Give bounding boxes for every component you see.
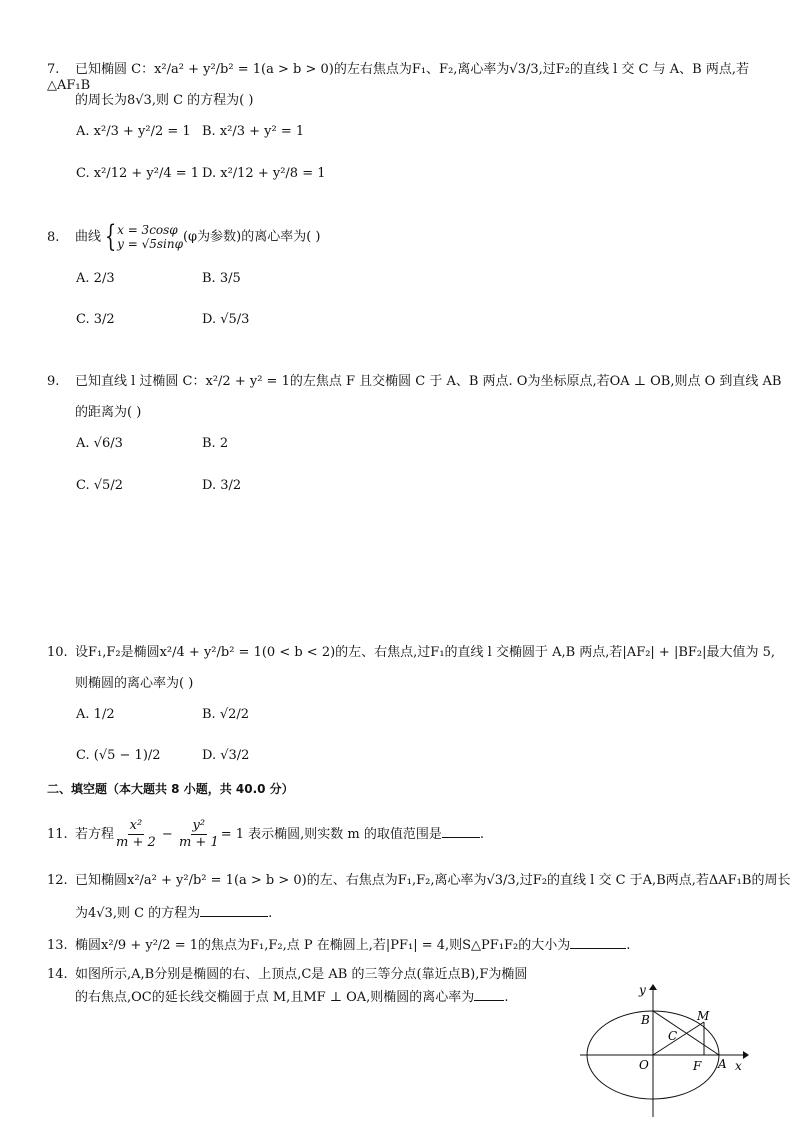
- question-number: 13.: [47, 938, 68, 953]
- question-7-cont: [75, 93, 253, 109]
- label-y: y: [639, 983, 646, 997]
- label-a: A: [718, 1057, 727, 1071]
- option-a[interactable]: A. x²/3 + y²/2 = 1: [76, 124, 191, 139]
- question-13: 13. 椭圆x²/9 + y²/2 = 1的焦点为F₁,F₂,点 P 在椭圆上,若|PF₁| = 4,则S△PF₁F₂的大小为 .: [47, 938, 631, 953]
- question-10-line2: 则椭圆的离心率为( ): [75, 676, 194, 691]
- option-d[interactable]: D. √3/2: [202, 748, 250, 763]
- ellipse-figure: [575, 980, 750, 1120]
- question-9: [47, 374, 781, 390]
- question-14-cont: 的右焦点,OC的延长线交椭圆于点 M,且MF ⊥ OA,则椭圆的离心率为 .: [75, 990, 509, 1005]
- label-m: M: [697, 1009, 710, 1023]
- question-10: [47, 645, 775, 661]
- option-a[interactable]: A. 2/3: [76, 271, 115, 286]
- label-f: F: [693, 1059, 702, 1073]
- option-b[interactable]: B. 2: [202, 436, 229, 451]
- option-c[interactable]: C. √5/2: [76, 478, 123, 493]
- question-number: 7.: [47, 62, 60, 77]
- question-number: 9.: [47, 374, 60, 389]
- option-c[interactable]: C. (√5 − 1)/2: [76, 748, 161, 763]
- label-o: O: [639, 1058, 649, 1072]
- fraction-y2: $\frac{\text{y²}}{m + 1}$: [178, 818, 219, 850]
- question-7: [47, 62, 794, 94]
- option-c[interactable]: C. x²/12 + y²/4 = 1: [76, 166, 200, 181]
- question-14-line1: 如图所示,A,B分别是椭圆的右、上顶点,C是 AB 的三等分点(靠近点B),F为椭圆: [75, 967, 528, 982]
- question-number: 8.: [47, 229, 60, 245]
- question-number: 11.: [47, 827, 68, 842]
- question-number: 12.: [47, 873, 68, 888]
- question-12-line2: 为4√3,则 C 的方程为: [75, 906, 201, 921]
- fraction-x2: $\frac{\text{x²}}{m + 2}$: [116, 818, 156, 850]
- question-number: 10.: [47, 645, 68, 660]
- answer-blank[interactable]: [474, 988, 504, 1001]
- question-11-pre: 若方程: [75, 827, 115, 842]
- question-7-line1: 已知椭圆 C：x²/a² + y²/b² = 1(a > b > 0)的左右焦点为F₁、F₂,离心率为√3/3,过F₂的直线 l 交 C 与 A、B 两点,若 △AF₁B: [47, 62, 749, 93]
- question-14: [47, 967, 527, 983]
- answer-blank[interactable]: [570, 936, 626, 949]
- question-7-line2: 的周长为8√3,则 C 的方程为( ): [75, 93, 254, 108]
- param-row-2: y = √5sinφ: [117, 237, 183, 251]
- option-d[interactable]: D. x²/12 + y²/8 = 1: [202, 166, 326, 181]
- question-number: 14.: [47, 967, 68, 982]
- option-b[interactable]: B. √2/2: [202, 707, 250, 722]
- option-c[interactable]: C. 3/2: [76, 312, 115, 327]
- option-b[interactable]: B. 3/5: [202, 271, 241, 286]
- answer-blank[interactable]: [200, 904, 268, 917]
- question-14-line2: 的右焦点,OC的延长线交椭圆于点 M,且MF ⊥ OA,则椭圆的离心率为: [75, 990, 475, 1005]
- label-b: B: [641, 1013, 650, 1027]
- question-12-cont: 为4√3,则 C 的方程为 .: [75, 906, 273, 921]
- option-d[interactable]: D. √5/3: [202, 312, 250, 327]
- question-10-cont: [75, 676, 193, 692]
- question-8-post: (φ为参数)的离心率为( ): [182, 229, 321, 245]
- parametric-system: [101, 219, 183, 254]
- question-11: 11. 若方程 $\frac{\text{x²}}{m + 2}$ − $\frac{\text{y²}}{m + 1}$ = 1 表示椭圆,则实数 m 的取值范围是 .: [47, 818, 485, 850]
- brace-symbol: {: [104, 219, 117, 254]
- section-heading: 二、填空题（本大题共 8 小题，共 40.0 分）: [47, 782, 294, 796]
- question-10-line1: 设F₁,F₂是椭圆x²/4 + y²/b² = 1(0 < b < 2)的左、右焦点,过F₁的直线 l 交椭圆于 A,B 两点,若|AF₂| + |BF₂|最大值为 5,: [75, 645, 776, 660]
- question-9-line2: 的距离为( ): [75, 405, 142, 420]
- option-a[interactable]: A. 1/2: [76, 707, 115, 722]
- segment-om: [653, 1022, 704, 1055]
- question-11-post: = 1 表示椭圆,则实数 m 的取值范围是: [220, 827, 442, 842]
- x-axis-arrow: [743, 1051, 749, 1059]
- param-row-1: x = 3cosφ: [117, 223, 178, 237]
- question-8: [47, 219, 321, 254]
- label-c: C: [668, 1029, 678, 1043]
- answer-blank[interactable]: [442, 825, 480, 838]
- question-12: [47, 873, 790, 889]
- question-8-pre: 曲线: [75, 229, 102, 245]
- question-9-cont: [75, 405, 141, 421]
- question-9-line1: 已知直线 l 过椭圆 C：x²/2 + y² = 1的左焦点 F 且交椭圆 C 于 A、B 两点. O为坐标原点,若OA ⊥ OB,则点 O 到直线 AB: [75, 374, 782, 389]
- option-d[interactable]: D. 3/2: [202, 478, 242, 493]
- question-12-line1: 已知椭圆x²/a² + y²/b² = 1(a > b > 0)的左、右焦点为F₁,F₂,离心率为√3/3,过F₂的直线 l 交 C 于A,B两点,若ΔAF₁B的周长: [75, 873, 791, 888]
- label-x: x: [735, 1059, 742, 1073]
- question-13-line1: 椭圆x²/9 + y²/2 = 1的焦点为F₁,F₂,点 P 在椭圆上,若|PF₁| = 4,则S△PF₁F₂的大小为: [75, 938, 571, 953]
- option-b[interactable]: B. x²/3 + y² = 1: [202, 124, 305, 139]
- option-a[interactable]: A. √6/3: [76, 436, 123, 451]
- y-axis-arrow: [649, 984, 657, 990]
